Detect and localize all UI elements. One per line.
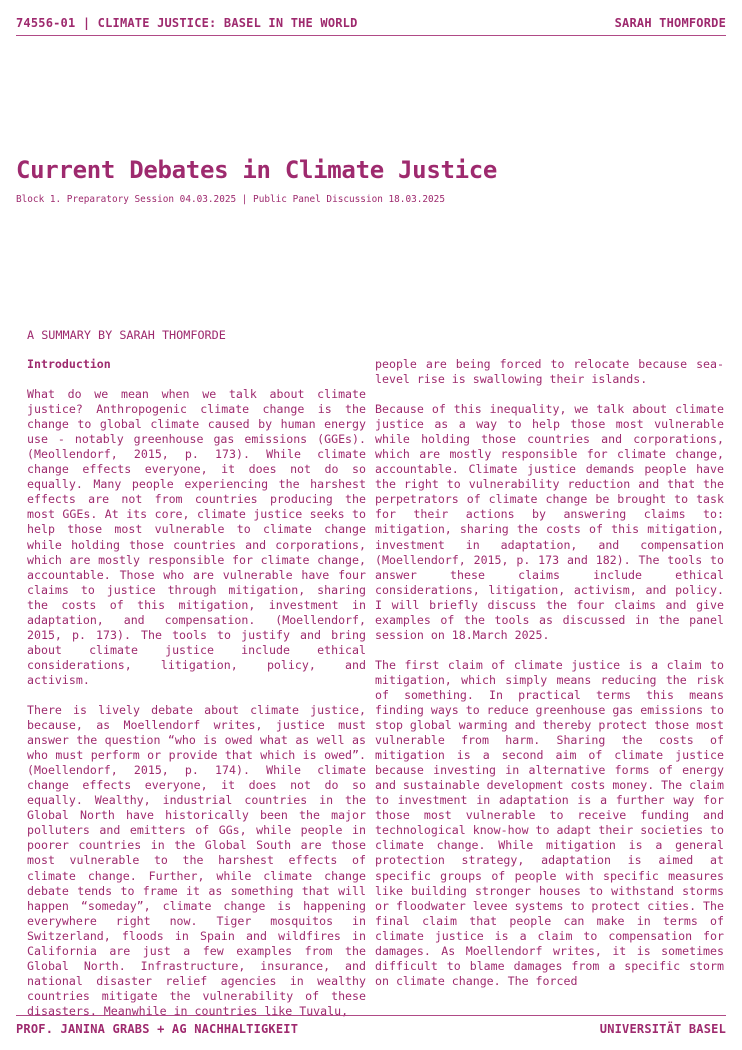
page-header <box>16 16 726 36</box>
section-heading: Introduction <box>27 357 111 371</box>
byline: A SUMMARY BY SARAH THOMFORDE <box>27 328 226 342</box>
paragraph: There is lively debate about climate justice, because, as Moellendorf writes, justice must answer the question “who is owed what as well as who must perform or provide that which is owed”. (Moellendorf, 2015, p. 174). While climate change effects everyone, it does not do so equally. Wealthy, industrial countries in the Global North have historically been the major polluters and emitters of GGs, while people in poorer countries in the Global South are those most vulnerable to the harshest effects of climate change. Further, while climate change debate tends to frame it as something that will happen “someday”, climate change is happening everywhere right now. Tiger mosquitos in Switzerland, floods in Spain and wildfires in California are just a few examples from the Global North. Infrastructure, insurance, and national disaster relief agencies in wealthy countries mitigate the vulnerability of these disasters. Meanwhile in countries like Tuvalu, <box>27 702 366 1018</box>
right-column <box>375 357 724 1004</box>
author-name: SARAH THOMFORDE <box>614 16 726 30</box>
page-footer <box>16 1015 726 1036</box>
paragraph: The first claim of climate justice is a claim to mitigation, which simply means reducing the risk of something. In practical terms this means finding ways to reduce greenhouse gas emissions to stop global warming and thereby protect those most vulnerable from harm. Sharing the costs of mitigation is a second aim of climate justice because investing in alternative forms of energy and sustainable development costs money. The claim to investment in adaptation is a further way for those most vulnerable to receive funding and technological know-how to adapt their societies to climate change. While mitigation is a general protection strategy, adaptation is aimed at specific groups of people with specific measures like building stronger houses to withstand storms or floodwater levee systems to protect cities. The final claim that people can make in terms of climate justice is a claim to compensation for damages. As Moellendorf writes, it is sometimes difficult to blame damages from a specific storm on climate change. The forced <box>375 657 725 988</box>
paragraph: people are being forced to relocate because sea-level rise is swallowing their islands. <box>375 357 724 387</box>
page-title: Current Debates in Climate Justice <box>16 156 498 184</box>
paragraph: What do we mean when we talk about climate justice? Anthropogenic climate change is the change to global climate caused by human energy use - notably greenhouse gas emissions (GGEs). (Meollendorf, 2015, p. 173). While climate change effects everyone, it does not do so equally. Many people experiencing the harshest effects are not from countries producing the most GGEs. At its core, climate justice seeks to help those most vulnerable to climate change while holding those countries and corporations, which are mostly responsible for climate change, accountable. Those who are vulnerable have four claims to justice through mitigation, sharing the costs of this mitigation, investment in adaptation, and compensation. (Moellendorf, 2015, p. 173). The tools to justify and bring about climate justice include ethical considerations, litigation, policy, and activism. <box>27 387 366 687</box>
course-title: 74556-01 | CLIMATE JUSTICE: BASEL IN THE WORLD <box>16 16 358 30</box>
left-column <box>27 357 366 1034</box>
footer-professor: PROF. JANINA GRABS + AG NACHHALTIGKEIT <box>16 1022 299 1036</box>
footer-university: UNIVERSITÄT BASEL <box>599 1022 726 1036</box>
page-subtitle: Block 1. Preparatory Session 04.03.2025 | Public Panel Discussion 18.03.2025 <box>16 194 445 205</box>
paragraph: Because of this inequality, we talk about climate justice as a way to help those most vulnerable while holding those countries and corporations, which are mostly responsible for climate change, accountable. Climate justice demands people have the right to vulnerability reduction and that the perpetrators of climate change be brought to task for their actions by answering claims to: mitigation, sharing the costs of this mitigation, investment in adaptation, and compensation (Moellendorf, 2015, p. 173 and 182). The tools to answer these claims include ethical considerations, litigation, activism, and policy. I will briefly discuss the four claims and give examples of the tools as discussed in the panel session on 18.March 2025. <box>375 402 724 642</box>
